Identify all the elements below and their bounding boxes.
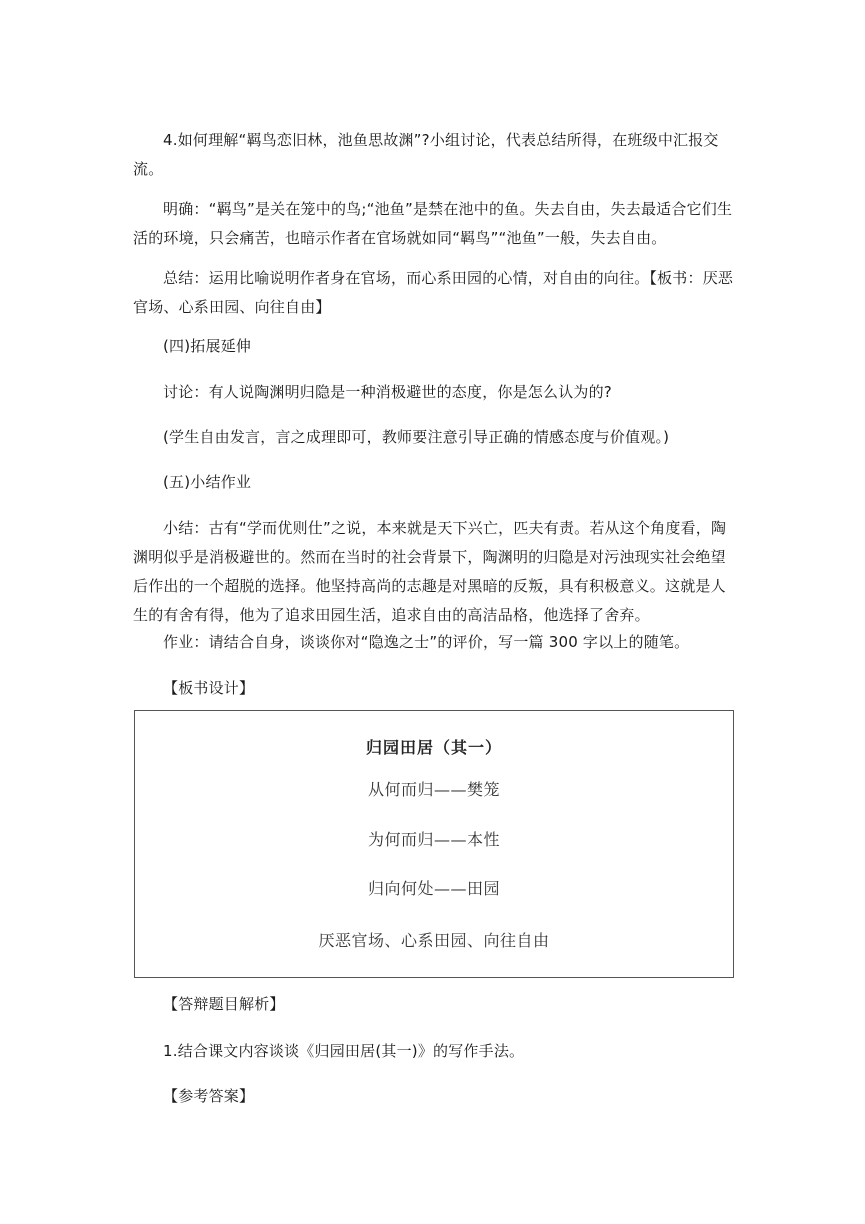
board-design-heading: 【板书设计】 (163, 679, 255, 697)
clarification-paragraph: 明确：“羁鸟”是关在笼中的鸟;“池鱼”是禁在池中的鱼。失去自由，失去最适合它们生活的环境，只会痛苦，也暗示作者在官场就如同“羁鸟”“池鱼”一般，失去自由。 (133, 200, 733, 247)
board-summary-line: 厌恶官场、心系田园、向往自由 (318, 931, 550, 950)
homework-paragraph: 作业：请结合自身，谈谈你对“隐逸之士”的评价，写一篇 300 字以上的随笔。 (163, 633, 690, 651)
student-note-paragraph: (学生自由发言，言之成理即可，教师要注意引导正确的情感态度与价值观。) (163, 428, 670, 446)
board-line-why-return: 为何而归——本性 (367, 830, 500, 849)
brief-summary-paragraph: 小结：古有“学而优则仕”之说，本来就是天下兴亡，匹夫有责。若从这个角度看，陶渊明似乎是消极避世的。然而在当时的社会背景下，陶渊明的归隐是对污浊现实社会绝望后作出的一个超脱的选择。他坚持高尚的志趣是对黑暗的反叛，具有积极意义。这就是人生的有舍有得，他为了追求田园生活，追求自由的高洁品格，他选择了舍弃。 (133, 519, 727, 624)
board-title: 归园田居（其一） (365, 738, 502, 757)
question-1-paragraph: 1.结合课文内容谈谈《归园田居(其一)》的写作手法。 (163, 1042, 525, 1060)
answer-analysis-heading: 【答辩题目解析】 (163, 995, 285, 1013)
section-heading-summary-homework: (五)小结作业 (163, 473, 252, 491)
summary-paragraph: 总结：运用比喻说明作者身在官场，而心系田园的心情，对自由的向往。【板书：厌恶官场、心系田园、向往自由】 (133, 269, 734, 316)
section-heading-extension: (四)拓展延伸 (163, 337, 252, 355)
reference-answer-heading: 【参考答案】 (163, 1087, 255, 1105)
discussion-paragraph: 讨论：有人说陶渊明归隐是一种消极避世的态度，你是怎么认为的? (163, 383, 612, 401)
question-4-paragraph: 4.如何理解“羁鸟恋旧林，池鱼思故渊”?小组讨论，代表总结所得，在班级中汇报交流。 (133, 131, 719, 178)
board-line-from-where: 从何而归——樊笼 (367, 780, 500, 799)
board-line-return-where: 归向何处——田园 (367, 879, 500, 898)
board-design-box (134, 710, 734, 978)
